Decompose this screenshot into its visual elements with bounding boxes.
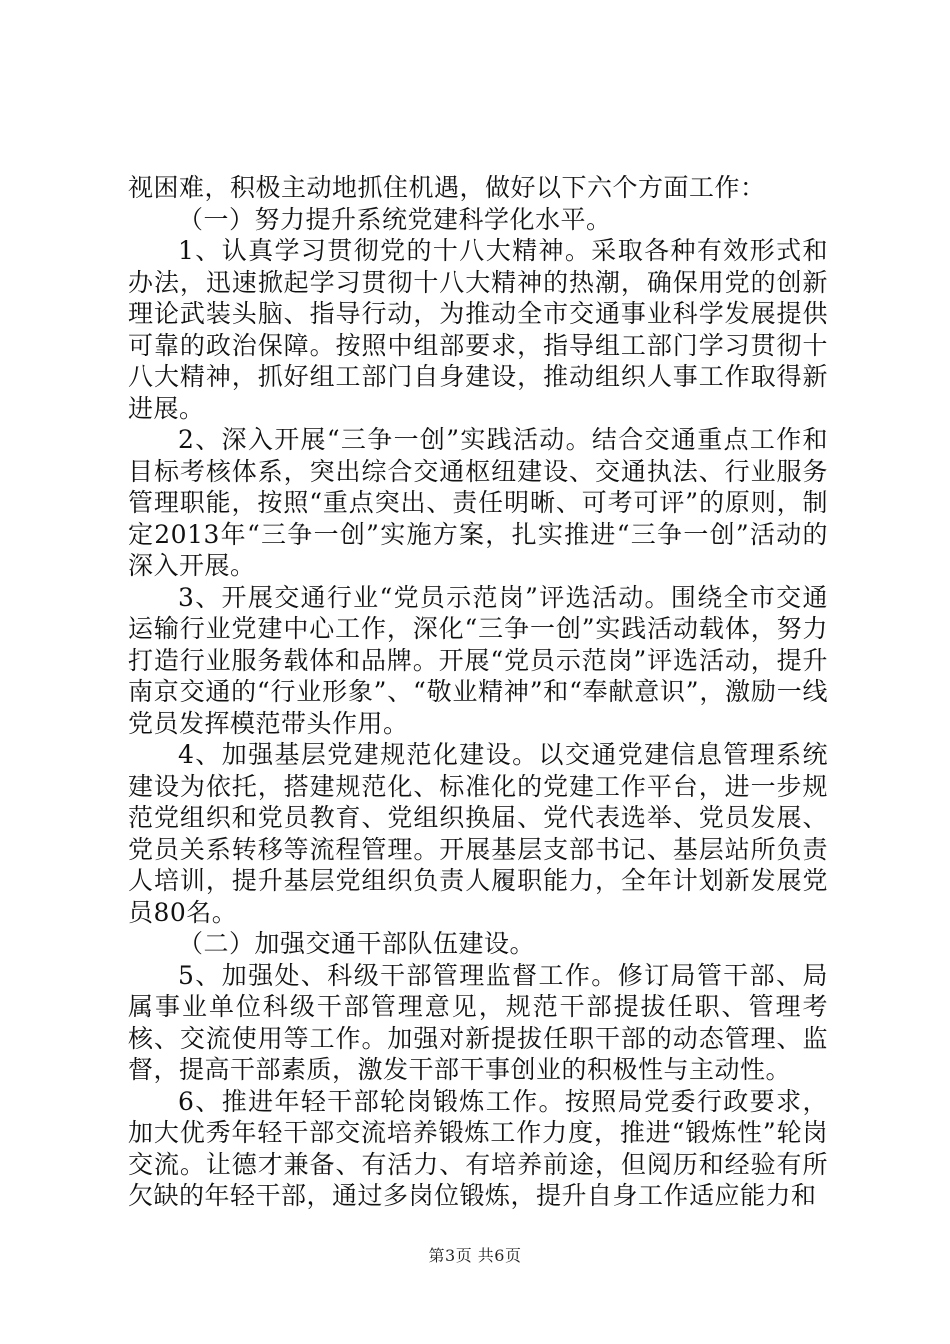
page-footer [0,1246,950,1266]
paragraph-item-4: 4、加强基层党建规范化建设。以交通党建信息管理系统建设为依托，搭建规范化、标准化的党建工作平台，进一步规范党组织和党员教育、党组织换届、党代表选举、党员发展、党员关系转移等流程管理。开展基层支部书记、基层站所负责人培训，提升基层党组织负责人履职能力，全年计划新发展党员80名。 [128,740,828,927]
section-heading-1: （一）努力提升系统党建科学化水平。 [178,204,612,234]
paragraph-item-6: 6、推进年轻干部轮岗锻炼工作。按照局党委行政要求，加大优秀年轻干部交流培养锻炼工作力度，推进“锻炼性”轮岗交流。让德才兼备、有活力、有培养前途，但阅历和经验有所欠缺的年轻干部，通过多岗位锻炼，提升自身工作适应能力和 [128,1086,828,1210]
section-heading-2: （二）加强交通干部队伍建设。 [178,929,536,958]
paragraph-item-3: 3、开展交通行业“党员示范岗”评选活动。围绕全市交通运输行业党建中心工作，深化“三争一创”实践活动载体，努力打造行业服务载体和品牌。开展“党员示范岗”评选活动，提升南京交通的“行业形象”、“敬业精神”和“奉献意识”，激励一线党员发挥模范带头作用。 [128,582,828,738]
page-number: 第3页 共6页 [428,1246,522,1265]
paragraph-intro: 视困难，积极主动地抓住机遇，做好以下六个方面工作： [128,173,766,202]
paragraph-item-2: 2、深入开展“三争一创”实践活动。结合交通重点工作和目标考核体系，突出综合交通枢纽建设、交通执法、行业服务管理职能，按照“重点突出、责任明晰、可考可评”的原则，制定2013年“三争一创”实施方案，扎实推进“三争一创”活动的深入开展。 [128,425,828,580]
document-body [128,172,828,1212]
paragraph-item-1: 1、认真学习贯彻党的十八大精神。采取各种有效形式和办法，迅速掀起学习贯彻十八大精神的热潮，确保用党的创新理论武装头脑、指导行动，为推动全市交通事业科学发展提供可靠的政治保障。按照中组部要求，指导组工部门学习贯彻十八大精神，抓好组工部门自身建设，推动组织人事工作取得新进展。 [128,236,828,423]
paragraph-item-5: 5、加强处、科级干部管理监督工作。修订局管干部、局属事业单位科级干部管理意见，规范干部提拔任职、管理考核、交流使用等工作。加强对新提拔任职干部的动态管理、监督，提高干部素质，激发干部干事创业的积极性与主动性。 [128,960,828,1084]
